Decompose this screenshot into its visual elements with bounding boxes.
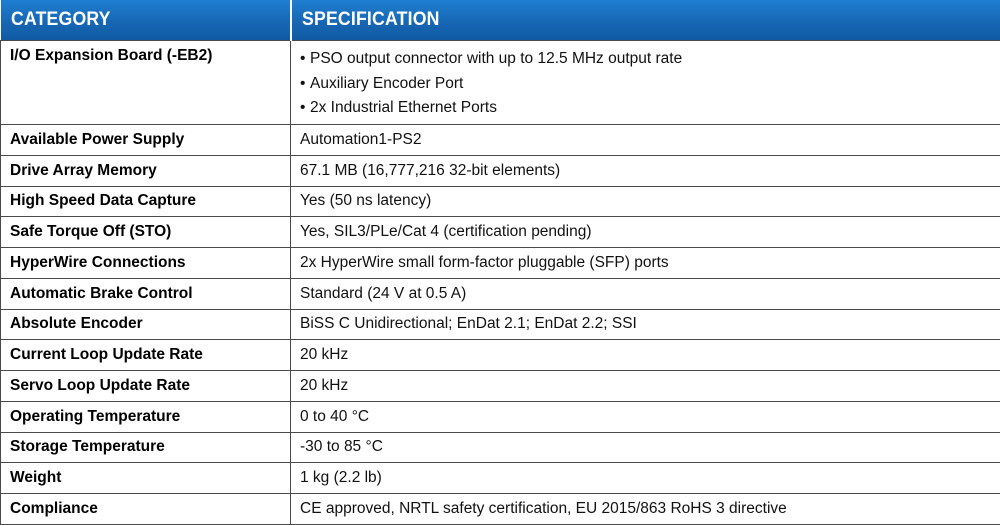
spec-cell: Automation1-PS2 (291, 125, 1000, 156)
category-cell: Weight (1, 463, 291, 494)
table-row (1, 371, 1000, 402)
table-row (1, 278, 1000, 309)
category-cell: Compliance (1, 494, 291, 525)
table-row (1, 309, 1000, 340)
table-row (1, 41, 1000, 125)
header-category-label: CATEGORY (10, 9, 111, 30)
header-specification-label: SPECIFICATION (301, 9, 440, 30)
spec-cell: BiSS C Unidirectional; EnDat 2.1; EnDat 2.2; SSI (291, 309, 1000, 340)
table-row (1, 401, 1000, 432)
category-cell: Available Power Supply (1, 125, 291, 156)
spec-cell: 20 kHz (291, 371, 1000, 402)
table-row (1, 125, 1000, 156)
bullet-text: 2x Industrial Ethernet Ports (310, 99, 497, 116)
bullet-icon: • (300, 50, 306, 67)
list-item (300, 96, 991, 121)
table-row (1, 340, 1000, 371)
category-cell: Drive Array Memory (1, 155, 291, 186)
table-row (1, 494, 1000, 525)
category-cell: Storage Temperature (1, 432, 291, 463)
category-cell: Safe Torque Off (STO) (1, 217, 291, 248)
category-cell: I/O Expansion Board (-EB2) (1, 41, 291, 125)
table-row (1, 186, 1000, 217)
table-row (1, 248, 1000, 279)
spec-cell: Yes, SIL3/PLe/Cat 4 (certification pending) (291, 217, 1000, 248)
bullet-icon: • (300, 99, 306, 116)
spec-cell: 67.1 MB (16,777,216 32-bit elements) (291, 155, 1000, 186)
spec-cell: -30 to 85 °C (291, 432, 1000, 463)
spec-cell: 20 kHz (291, 340, 1000, 371)
category-cell: HyperWire Connections (1, 248, 291, 279)
spec-cell: 1 kg (2.2 lb) (291, 463, 1000, 494)
category-cell: Servo Loop Update Rate (1, 371, 291, 402)
spec-cell: 2x HyperWire small form-factor pluggable (SFP) ports (291, 248, 1000, 279)
table-row (1, 432, 1000, 463)
category-cell: High Speed Data Capture (1, 186, 291, 217)
table-header-row (1, 0, 1000, 41)
header-category (1, 0, 291, 41)
spec-bullet-list (300, 47, 991, 121)
bullet-text: PSO output connector with up to 12.5 MHz output rate (310, 50, 683, 67)
table-row (1, 217, 1000, 248)
bullet-icon: • (300, 74, 306, 92)
category-cell: Current Loop Update Rate (1, 340, 291, 371)
category-cell: Operating Temperature (1, 401, 291, 432)
spec-cell: 0 to 40 °C (291, 401, 1000, 432)
spec-cell: CE approved, NRTL safety certification, EU 2015/863 RoHS 3 directive (291, 494, 1000, 525)
list-item (300, 72, 991, 97)
table-row (1, 463, 1000, 494)
bullet-text: Auxiliary Encoder Port (310, 74, 464, 92)
spec-cell (291, 41, 1000, 125)
list-item (300, 47, 991, 72)
spec-cell: Standard (24 V at 0.5 A) (291, 278, 1000, 309)
table-row (1, 155, 1000, 186)
category-cell: Automatic Brake Control (1, 278, 291, 309)
spec-cell: Yes (50 ns latency) (291, 186, 1000, 217)
category-cell: Absolute Encoder (1, 309, 291, 340)
header-specification (291, 0, 1000, 41)
